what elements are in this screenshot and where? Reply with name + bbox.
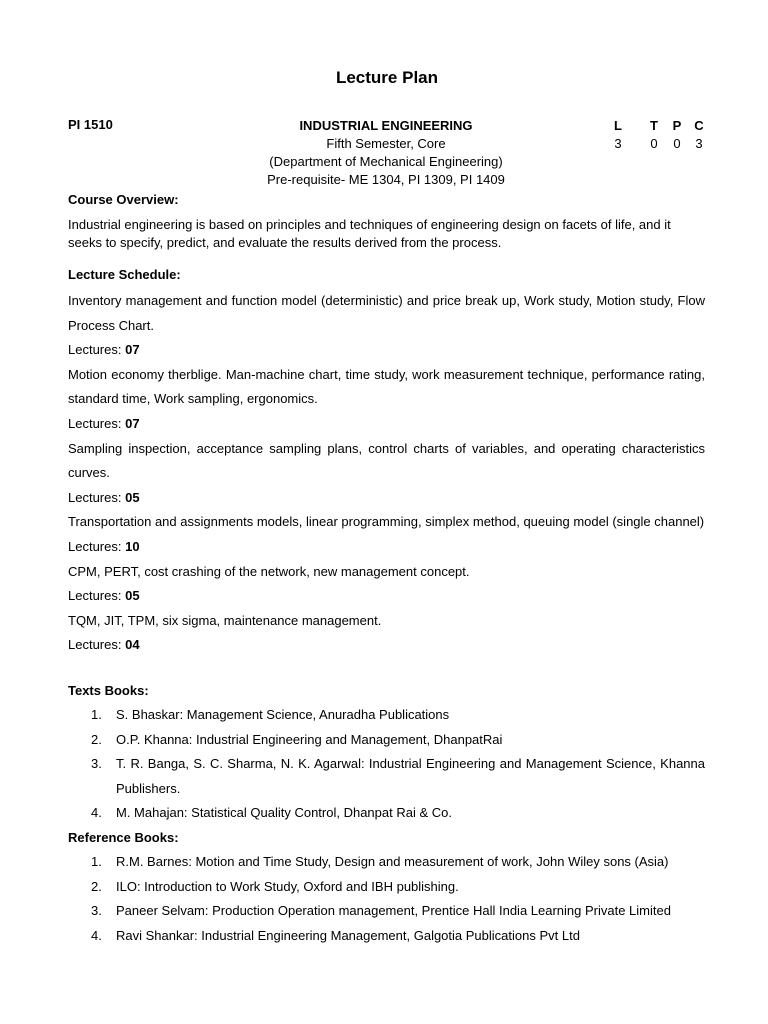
schedule-lectures xyxy=(68,486,705,511)
item-number: 2. xyxy=(91,878,102,894)
lectures-count: 05 xyxy=(125,588,140,604)
credit-value: 3 xyxy=(695,136,703,151)
lectures-count: 07 xyxy=(125,342,140,358)
lectures-label: Lectures: xyxy=(68,342,126,358)
course-semester: Fifth Semester, Core xyxy=(326,136,446,151)
item-text: ILO: Introduction to Work Study, Oxford and IBH publishing. xyxy=(116,878,459,894)
lectures-label: Lectures: xyxy=(68,489,126,505)
course-overview-heading: Course Overview: xyxy=(68,192,179,207)
course-name: INDUSTRIAL ENGINEERING xyxy=(299,118,473,133)
list-item xyxy=(68,850,705,875)
lecture-schedule-heading: Lecture Schedule: xyxy=(68,267,181,282)
credit-header: P xyxy=(672,118,682,133)
schedule-lectures xyxy=(68,412,705,437)
item-text: M. Mahajan: Statistical Quality Control, Dhanpat Rai & Co. xyxy=(116,805,452,821)
list-item xyxy=(68,875,705,900)
credit-value: 0 xyxy=(673,136,681,151)
list-item xyxy=(68,728,705,753)
credit-header: C xyxy=(694,118,704,133)
schedule-lectures xyxy=(68,633,705,658)
lecture-schedule xyxy=(68,289,705,658)
course-prerequisite: Pre-requisite- ME 1304, PI 1309, PI 1409 xyxy=(267,172,505,187)
item-number: 1. xyxy=(91,854,102,869)
lectures-label: Lectures: xyxy=(68,637,126,653)
schedule-topic: Motion economy therblige. Man-machine chart, time study, work measurement technique, performance rating, standard time, Work sampling, ergonomics. xyxy=(68,366,705,407)
schedule-topic: Transportation and assignments models, linear programming, simplex method, queuing model (single channel) xyxy=(68,514,705,530)
credit-value: 3 xyxy=(614,136,622,151)
item-text: Paneer Selvam: Production Operation management, Prentice Hall India Learning Private Limited xyxy=(116,903,671,919)
item-text: O.P. Khanna: Industrial Engineering and Management, DhanpatRai xyxy=(116,731,503,747)
schedule-topic: Sampling inspection, acceptance sampling plans, control charts of variables, and operating characteristics curves. xyxy=(68,440,705,481)
schedule-topic: TQM, JIT, TPM, six sigma, maintenance management. xyxy=(68,612,382,628)
item-number: 3. xyxy=(91,756,102,772)
schedule-lectures xyxy=(68,535,705,560)
list-item xyxy=(68,801,705,826)
list-item xyxy=(68,703,705,728)
credit-column-c xyxy=(692,117,706,153)
item-number: 4. xyxy=(91,805,102,821)
reference-books-heading: Reference Books: xyxy=(68,830,179,845)
lectures-label: Lectures: xyxy=(68,538,126,554)
course-header xyxy=(200,117,572,189)
credit-header: L xyxy=(614,118,622,133)
item-text: T. R. Banga, S. C. Sharma, N. K. Agarwal: Industrial Engineering and Management Science, Khanna Publishers. xyxy=(116,756,705,796)
course-code: PI 1510 xyxy=(68,117,113,132)
credit-column-t xyxy=(647,117,661,153)
item-number: 2. xyxy=(91,731,102,747)
schedule-lectures xyxy=(68,584,705,609)
list-item xyxy=(68,924,705,949)
item-number: 1. xyxy=(91,707,102,722)
item-text: Ravi Shankar: Industrial Engineering Management, Galgotia Publications Pvt Ltd xyxy=(116,927,580,943)
item-number: 4. xyxy=(91,927,102,943)
lectures-label: Lectures: xyxy=(68,588,126,604)
texts-books-list xyxy=(68,703,705,826)
item-text: R.M. Barnes: Motion and Time Study, Design and measurement of work, John Wiley sons (Asia) xyxy=(116,854,669,869)
schedule-topic: CPM, PERT, cost crashing of the network, new management concept. xyxy=(68,563,470,579)
lectures-count: 04 xyxy=(125,637,140,653)
item-number: 3. xyxy=(91,903,102,919)
lectures-count: 05 xyxy=(125,489,140,505)
texts-books-heading: Texts Books: xyxy=(68,683,149,698)
list-item xyxy=(68,752,705,801)
list-item xyxy=(68,899,705,924)
credit-value: 0 xyxy=(650,136,658,151)
lectures-count: 10 xyxy=(125,538,140,554)
credit-header: T xyxy=(650,118,658,133)
item-text: S. Bhaskar: Management Science, Anuradha Publications xyxy=(116,707,450,722)
schedule-topic: Inventory management and function model (deterministic) and price break up, Work study, Motion study, Flow Process Chart. xyxy=(68,293,705,333)
credit-column-p xyxy=(670,117,684,153)
credit-column-l xyxy=(611,117,625,153)
course-department: (Department of Mechanical Engineering) xyxy=(269,154,503,169)
lectures-count: 07 xyxy=(125,415,140,431)
course-overview-text: Industrial engineering is based on principles and techniques of engineering design on facets of life, and it seeks to specify, predict, and evaluate the results derived from the process. xyxy=(68,217,671,250)
reference-books-list xyxy=(68,850,705,948)
page-title: Lecture Plan xyxy=(335,68,439,87)
schedule-lectures xyxy=(68,338,705,363)
lectures-label: Lectures: xyxy=(68,415,126,431)
